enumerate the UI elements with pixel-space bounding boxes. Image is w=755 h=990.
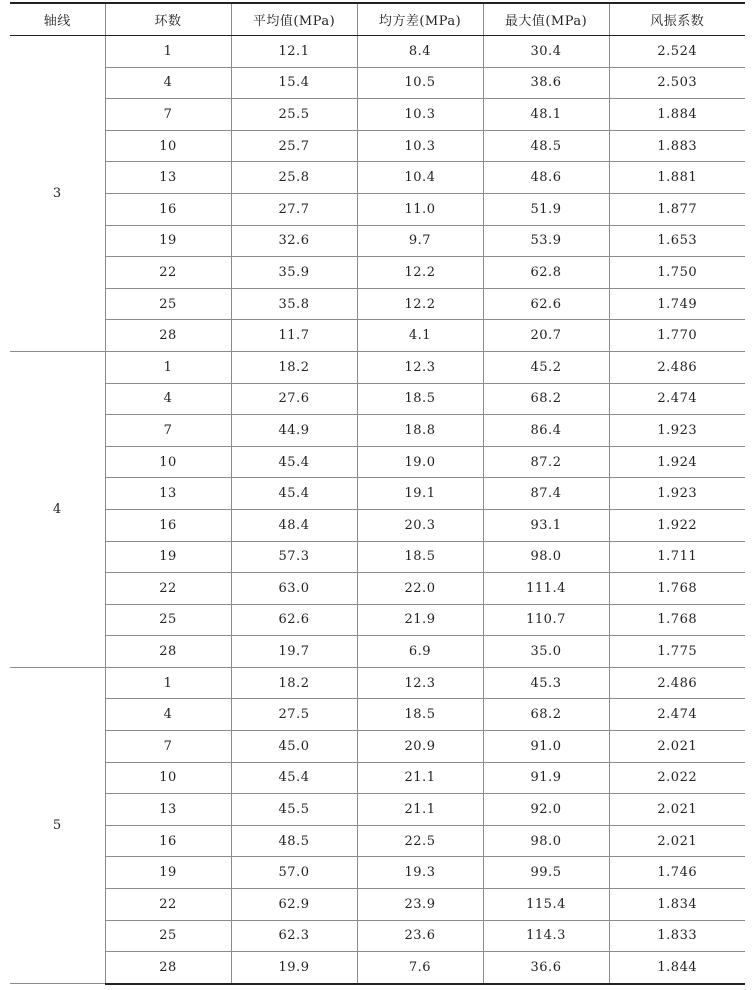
std-dev-cell: 18.5 [357,541,483,573]
mean-cell: 35.8 [231,288,357,320]
table-row [10,36,745,68]
max-cell: 48.5 [483,130,609,162]
table-body [10,36,745,984]
coefficient-cell: 2.486 [609,667,745,699]
max-cell: 93.1 [483,509,609,541]
max-cell: 92.0 [483,794,609,826]
table-row [10,99,745,131]
std-dev-cell: 22.0 [357,573,483,605]
ring-number-cell: 19 [105,225,231,257]
max-cell: 98.0 [483,541,609,573]
mean-cell: 15.4 [231,67,357,99]
coefficient-cell: 2.503 [609,67,745,99]
mean-cell: 27.5 [231,699,357,731]
mean-cell: 62.9 [231,889,357,921]
std-dev-cell: 6.9 [357,636,483,668]
coefficient-cell: 1.711 [609,541,745,573]
std-dev-cell: 8.4 [357,36,483,68]
max-cell: 35.0 [483,636,609,668]
std-dev-cell: 20.9 [357,731,483,763]
table-row [10,130,745,162]
coefficient-cell: 1.924 [609,446,745,478]
table-header [10,3,745,36]
table-row [10,162,745,194]
header-axis: 轴线 [10,3,105,36]
ring-number-cell: 13 [105,794,231,826]
mean-cell: 32.6 [231,225,357,257]
ring-number-cell: 1 [105,667,231,699]
std-dev-cell: 12.2 [357,257,483,289]
ring-number-cell: 16 [105,193,231,225]
coefficient-cell: 1.768 [609,604,745,636]
mean-cell: 48.4 [231,509,357,541]
table-row [10,699,745,731]
table-row [10,731,745,763]
header-ring-number: 环数 [105,3,231,36]
ring-number-cell: 10 [105,446,231,478]
coefficient-cell: 1.844 [609,952,745,984]
ring-number-cell: 28 [105,320,231,352]
std-dev-cell: 4.1 [357,320,483,352]
std-dev-cell: 9.7 [357,225,483,257]
table-row [10,288,745,320]
std-dev-cell: 12.2 [357,288,483,320]
header-std-dev: 均方差(MPa) [357,3,483,36]
table-row [10,415,745,447]
table-row [10,889,745,921]
mean-cell: 45.5 [231,794,357,826]
ring-number-cell: 28 [105,952,231,984]
max-cell: 48.6 [483,162,609,194]
mean-cell: 11.7 [231,320,357,352]
coefficient-cell: 1.770 [609,320,745,352]
header-mean: 平均值(MPa) [231,3,357,36]
table-row [10,351,745,383]
max-cell: 30.4 [483,36,609,68]
table-row [10,604,745,636]
max-cell: 68.2 [483,383,609,415]
table-row [10,257,745,289]
max-cell: 45.2 [483,351,609,383]
std-dev-cell: 20.3 [357,509,483,541]
std-dev-cell: 18.5 [357,699,483,731]
std-dev-cell: 21.1 [357,794,483,826]
max-cell: 87.4 [483,478,609,510]
mean-cell: 19.9 [231,952,357,984]
ring-number-cell: 7 [105,99,231,131]
coefficient-cell: 1.922 [609,509,745,541]
coefficient-cell: 2.474 [609,383,745,415]
coefficient-cell: 1.884 [609,99,745,131]
max-cell: 68.2 [483,699,609,731]
std-dev-cell: 12.3 [357,667,483,699]
ring-number-cell: 7 [105,415,231,447]
table-row [10,794,745,826]
std-dev-cell: 22.5 [357,825,483,857]
std-dev-cell: 19.3 [357,857,483,889]
std-dev-cell: 11.0 [357,193,483,225]
ring-number-cell: 13 [105,162,231,194]
max-cell: 62.6 [483,288,609,320]
mean-cell: 25.5 [231,99,357,131]
mean-cell: 48.5 [231,825,357,857]
std-dev-cell: 23.6 [357,920,483,952]
table-row [10,541,745,573]
mean-cell: 27.7 [231,193,357,225]
coefficient-cell: 1.877 [609,193,745,225]
mean-cell: 45.0 [231,731,357,763]
coefficient-cell: 2.022 [609,762,745,794]
table-row [10,383,745,415]
mean-cell: 63.0 [231,573,357,605]
table-row [10,446,745,478]
axis-cell: 4 [10,351,105,667]
ring-number-cell: 22 [105,573,231,605]
table-row [10,573,745,605]
max-cell: 98.0 [483,825,609,857]
coefficient-cell: 2.486 [609,351,745,383]
mean-cell: 44.9 [231,415,357,447]
mean-cell: 18.2 [231,667,357,699]
wind-vibration-table [10,2,745,985]
ring-number-cell: 16 [105,509,231,541]
max-cell: 111.4 [483,573,609,605]
std-dev-cell: 18.5 [357,383,483,415]
table-row [10,636,745,668]
ring-number-cell: 1 [105,36,231,68]
std-dev-cell: 10.4 [357,162,483,194]
std-dev-cell: 19.1 [357,478,483,510]
table-row [10,667,745,699]
std-dev-cell: 10.3 [357,130,483,162]
header-wind-vibration-coefficient: 风振系数 [609,3,745,36]
max-cell: 36.6 [483,952,609,984]
std-dev-cell: 12.3 [357,351,483,383]
coefficient-cell: 1.833 [609,920,745,952]
coefficient-cell: 2.021 [609,825,745,857]
mean-cell: 27.6 [231,383,357,415]
mean-cell: 25.8 [231,162,357,194]
max-cell: 115.4 [483,889,609,921]
max-cell: 110.7 [483,604,609,636]
ring-number-cell: 19 [105,541,231,573]
table-row [10,320,745,352]
std-dev-cell: 7.6 [357,952,483,984]
coefficient-cell: 1.749 [609,288,745,320]
coefficient-cell: 1.881 [609,162,745,194]
coefficient-cell: 2.021 [609,794,745,826]
max-cell: 38.6 [483,67,609,99]
max-cell: 20.7 [483,320,609,352]
ring-number-cell: 25 [105,604,231,636]
std-dev-cell: 21.9 [357,604,483,636]
coefficient-cell: 1.750 [609,257,745,289]
coefficient-cell: 1.746 [609,857,745,889]
max-cell: 62.8 [483,257,609,289]
max-cell: 51.9 [483,193,609,225]
ring-number-cell: 10 [105,762,231,794]
table-row [10,857,745,889]
max-cell: 48.1 [483,99,609,131]
max-cell: 114.3 [483,920,609,952]
table-row [10,920,745,952]
table-row [10,762,745,794]
ring-number-cell: 19 [105,857,231,889]
max-cell: 45.3 [483,667,609,699]
mean-cell: 57.0 [231,857,357,889]
table-row [10,225,745,257]
mean-cell: 62.3 [231,920,357,952]
std-dev-cell: 10.5 [357,67,483,99]
max-cell: 86.4 [483,415,609,447]
table-row [10,193,745,225]
ring-number-cell: 7 [105,731,231,763]
ring-number-cell: 16 [105,825,231,857]
table-row [10,825,745,857]
std-dev-cell: 18.8 [357,415,483,447]
ring-number-cell: 4 [105,67,231,99]
mean-cell: 57.3 [231,541,357,573]
ring-number-cell: 22 [105,889,231,921]
mean-cell: 18.2 [231,351,357,383]
coefficient-cell: 1.834 [609,889,745,921]
coefficient-cell: 1.923 [609,478,745,510]
coefficient-cell: 1.775 [609,636,745,668]
coefficient-cell: 2.021 [609,731,745,763]
header-row [10,3,745,36]
ring-number-cell: 4 [105,699,231,731]
std-dev-cell: 19.0 [357,446,483,478]
ring-number-cell: 13 [105,478,231,510]
ring-number-cell: 28 [105,636,231,668]
coefficient-cell: 1.923 [609,415,745,447]
coefficient-cell: 2.524 [609,36,745,68]
ring-number-cell: 1 [105,351,231,383]
mean-cell: 19.7 [231,636,357,668]
std-dev-cell: 10.3 [357,99,483,131]
axis-cell: 3 [10,36,105,352]
std-dev-cell: 21.1 [357,762,483,794]
max-cell: 87.2 [483,446,609,478]
table-row [10,509,745,541]
ring-number-cell: 25 [105,288,231,320]
max-cell: 99.5 [483,857,609,889]
coefficient-cell: 1.883 [609,130,745,162]
mean-cell: 25.7 [231,130,357,162]
std-dev-cell: 23.9 [357,889,483,921]
table-row [10,478,745,510]
ring-number-cell: 10 [105,130,231,162]
ring-number-cell: 22 [105,257,231,289]
axis-cell: 5 [10,667,105,983]
max-cell: 53.9 [483,225,609,257]
coefficient-cell: 2.474 [609,699,745,731]
mean-cell: 62.6 [231,604,357,636]
header-max: 最大值(MPa) [483,3,609,36]
max-cell: 91.0 [483,731,609,763]
table-row [10,952,745,984]
coefficient-cell: 1.768 [609,573,745,605]
mean-cell: 45.4 [231,446,357,478]
table-row [10,67,745,99]
ring-number-cell: 4 [105,383,231,415]
mean-cell: 12.1 [231,36,357,68]
ring-number-cell: 25 [105,920,231,952]
coefficient-cell: 1.653 [609,225,745,257]
max-cell: 91.9 [483,762,609,794]
mean-cell: 35.9 [231,257,357,289]
mean-cell: 45.4 [231,478,357,510]
mean-cell: 45.4 [231,762,357,794]
